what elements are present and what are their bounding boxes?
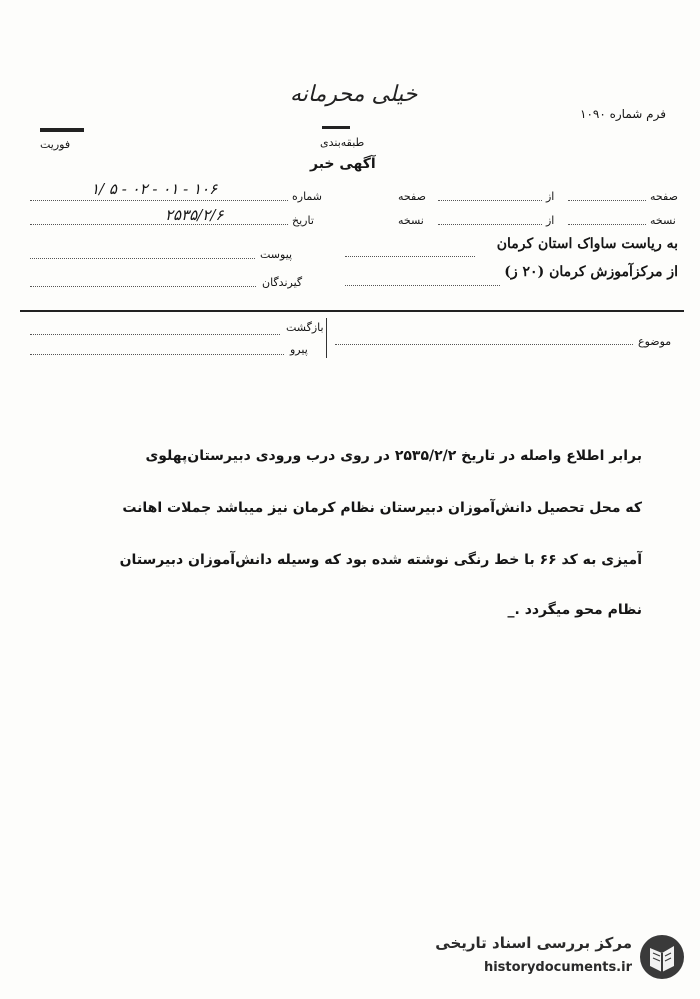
body-line-4: نظام محو میگردد ._ [507, 602, 642, 618]
reference-label: بازگشت [286, 321, 324, 334]
copy-of-dots [438, 224, 542, 225]
date-value: ۲۵۳۵/۲/۶ [162, 206, 226, 224]
recipients-dots [30, 286, 256, 287]
reference-dots [30, 334, 280, 335]
page-dots [568, 200, 646, 201]
attachment-dots [30, 258, 255, 259]
subject-label: موضوع [638, 335, 672, 348]
attachment-label: پیوست [260, 248, 293, 261]
archive-logo [415, 928, 690, 988]
to-dots [345, 256, 475, 257]
from-dots [345, 285, 500, 286]
from-value: از مرکزآموزش کرمان (۲۰ ز) [504, 264, 678, 280]
classification-label: طبقه‌بندی [320, 136, 365, 149]
date-label: تاریخ [292, 214, 314, 227]
page-label: صفحه [650, 190, 678, 203]
watermark-title: مرکز بررسی اسناد تاریخی [435, 934, 632, 952]
body-line-1: برابر اطلاع واصله در تاریخ ۲۵۳۵/۲/۲ در روی درب ورودی دبیرستان‌پهلوی [145, 448, 642, 464]
urgency-mark [40, 128, 84, 132]
classification-mark [322, 126, 350, 129]
urgency-label: فوریت [40, 138, 71, 151]
number-value: ۱/ ۵ - ۰۲ - ۰۱ - ۱۰۶ [88, 180, 220, 198]
watermark-url: historydocuments.ir [483, 960, 632, 975]
copy-of-label: از [546, 214, 555, 227]
recipients-label: گیرندگان [262, 276, 303, 289]
number-dots [30, 200, 288, 201]
separator-line [20, 310, 684, 312]
form-number: فرم شماره ۱۰۹۰ [580, 107, 666, 121]
body-line-3: آمیزی به کد ۶۶ با خط رنگی نوشته شده بود که وسیله دانش‌آموزان دبیرستان [119, 552, 642, 568]
subject-dots [335, 344, 633, 345]
of-dots [438, 200, 542, 201]
book-icon [638, 932, 686, 982]
to-value: به ریاست ساواک استان کرمان [496, 236, 678, 252]
body-line-2: که محل تحصیل دانش‌آموزان دبیرستان نظام کرمان نیز میباشد جملات اهانت [122, 500, 642, 516]
subject-vertical-line [326, 318, 327, 358]
of-label: از [546, 190, 555, 203]
copy-dots [568, 224, 646, 225]
date-dots [30, 224, 288, 225]
doc-title: آگهی خبر [310, 156, 376, 172]
classification-handwritten: خیلی محرمانه [290, 82, 418, 107]
copy-label-2: نسخه [398, 214, 424, 227]
copy-label: نسخه [650, 214, 676, 227]
page-label-2: صفحه [398, 190, 426, 203]
number-label: شماره [292, 190, 323, 203]
follow-label: پیرو [290, 343, 308, 356]
follow-dots [30, 354, 284, 355]
